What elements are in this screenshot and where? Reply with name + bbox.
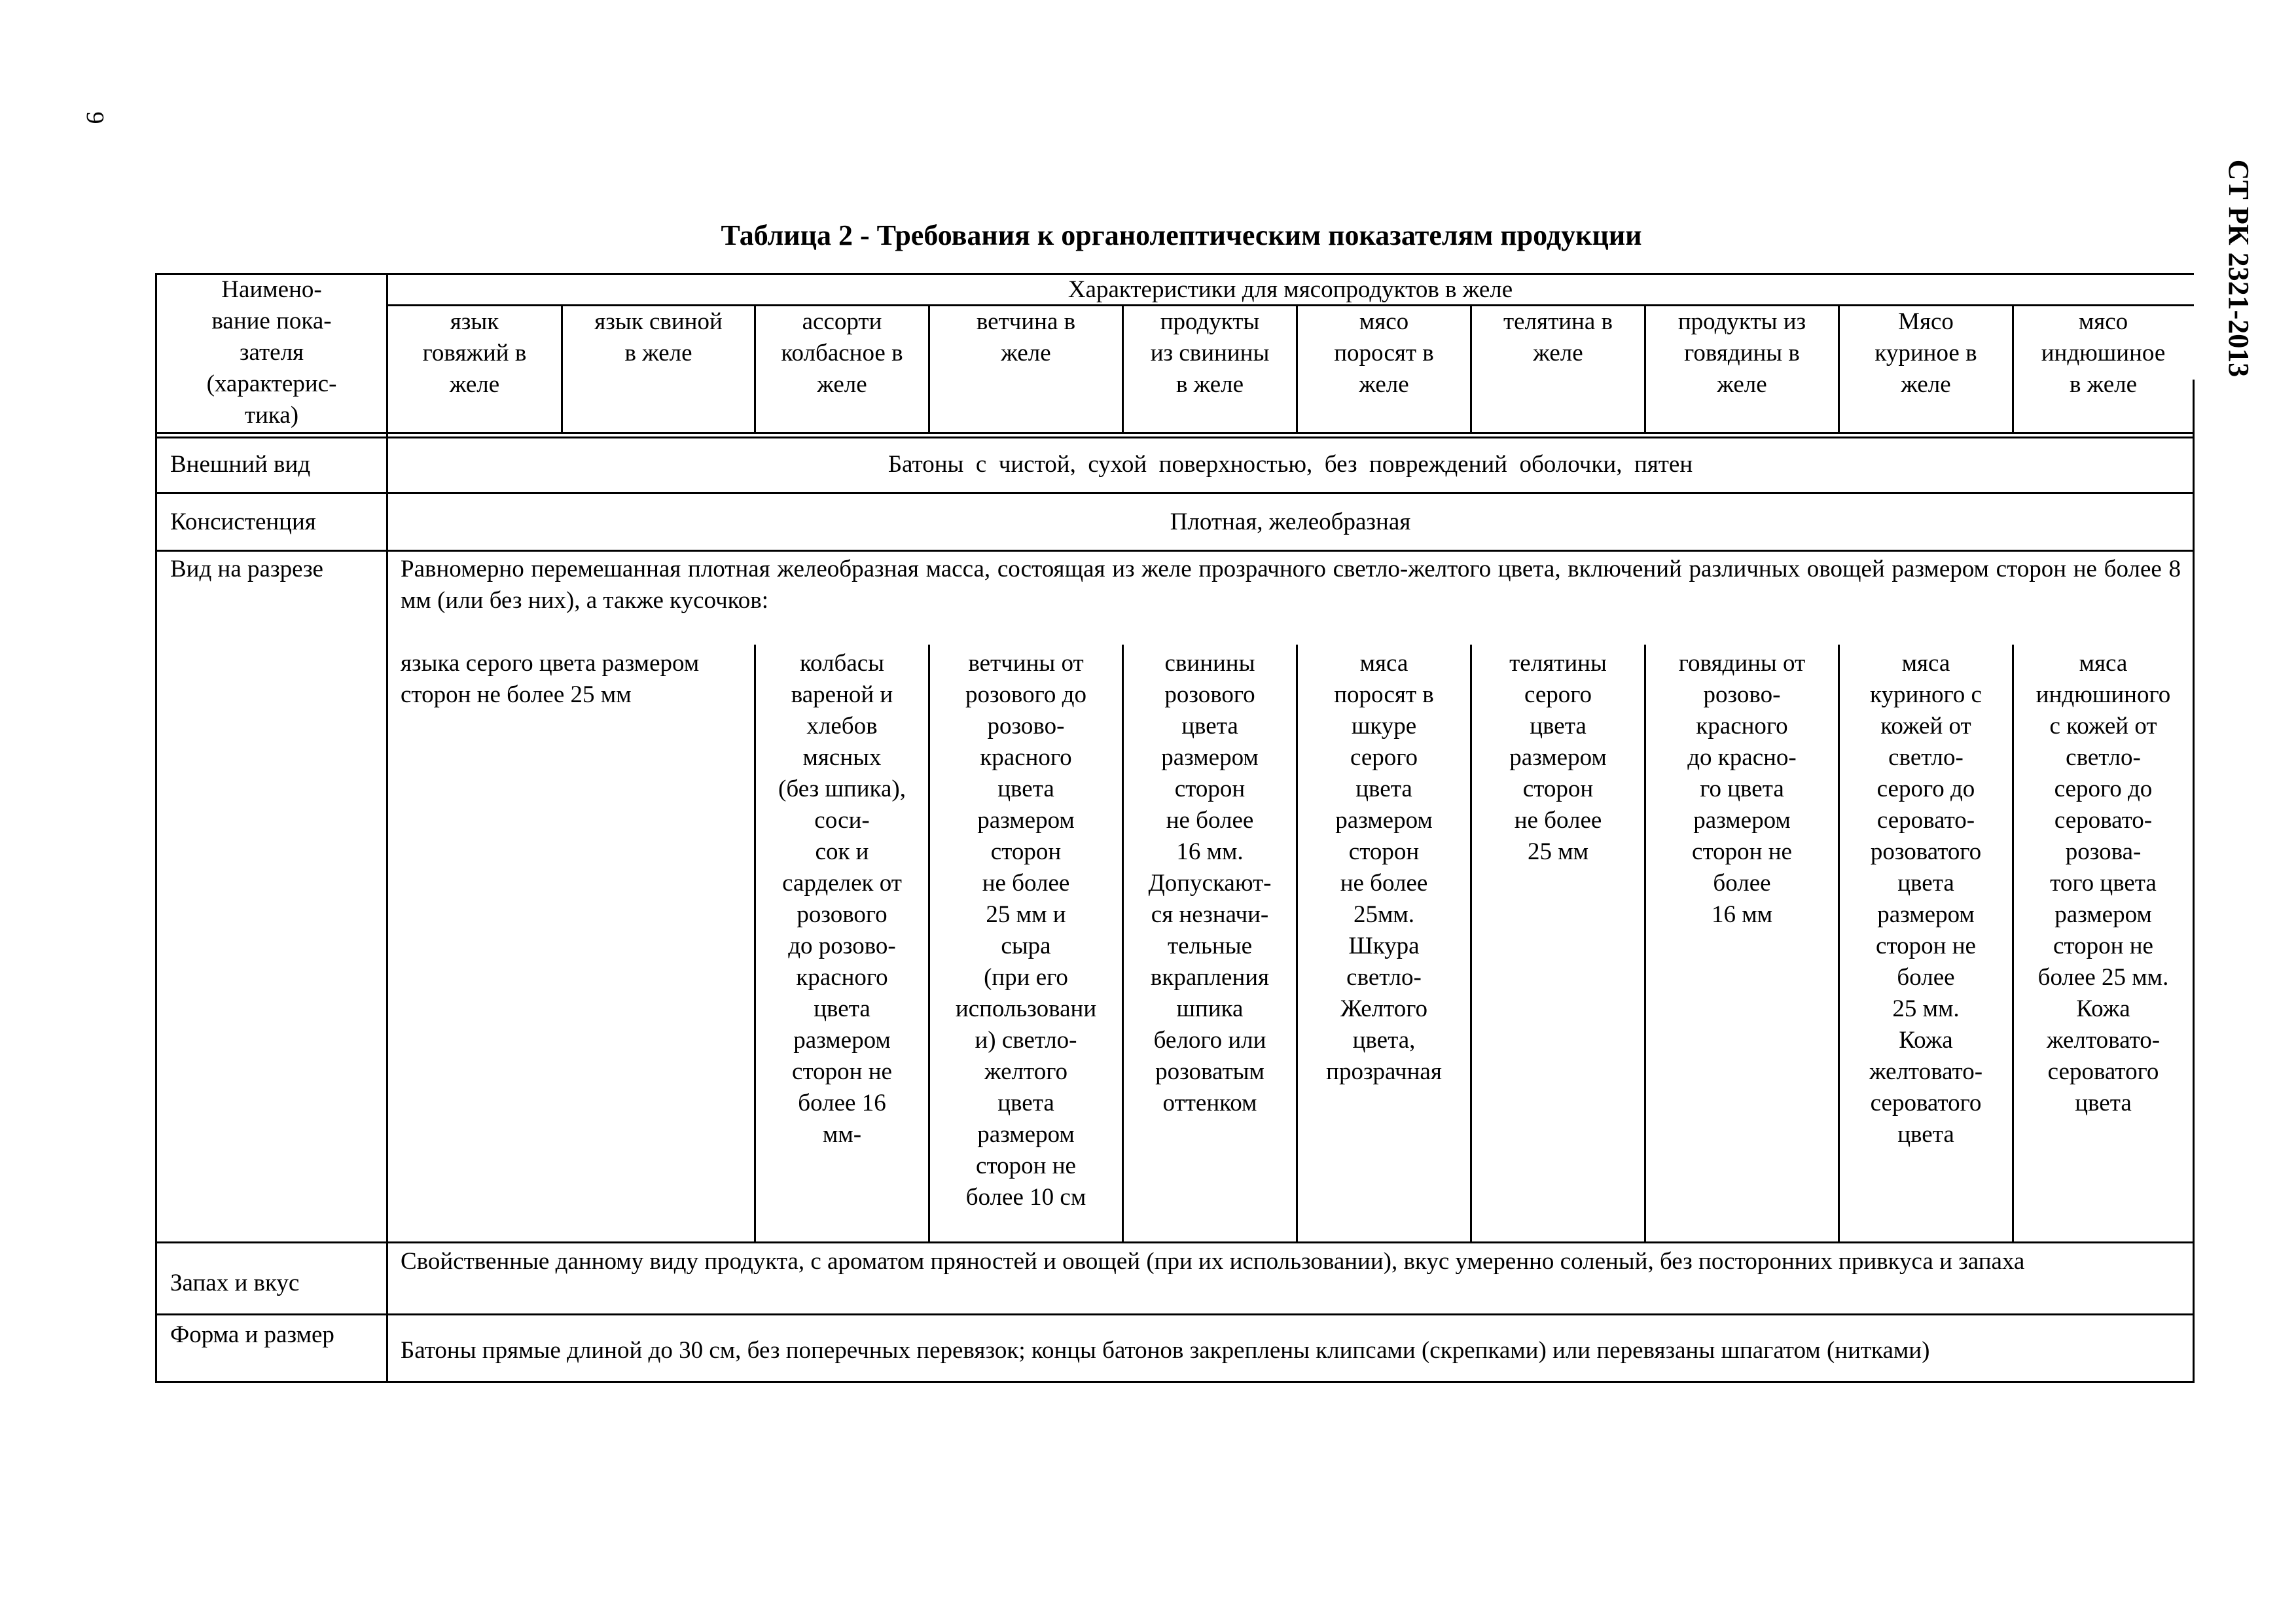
page-number: 9: [81, 111, 109, 124]
row-text-consistency: Плотная, желеобразная: [1170, 508, 1411, 535]
table-title: Таблица 2 - Требования к органолептическим показателям продукции: [721, 219, 1642, 251]
cut-view-item: ветчины от розового до розово- красного цвета размером сторон не более 25 мм и сыра (при его использовани и) светло- желтого цвета размером сторон не более 10 см: [955, 650, 1097, 1211]
grid-line: [155, 1313, 2194, 1315]
row-label-appearance: Внешний вид: [170, 451, 311, 478]
cut-view-item: говядины от розово- красного до красно- го цвета размером сторон не более 16 мм: [1678, 650, 1806, 928]
row-label-smell-taste: Запах и вкус: [170, 1270, 300, 1296]
row-label-shape-size: Форма и размер: [170, 1321, 334, 1348]
row-text-appearance: Батоны с чистой, сухой поверхностью, без повреждений оболочки, пятен: [888, 451, 1693, 478]
grid-line: [155, 1241, 2194, 1243]
header-product: мясо поросят в желе: [1334, 308, 1434, 398]
grid-line: [155, 550, 2194, 552]
grid-line: [155, 492, 2194, 494]
grid-line: [155, 437, 2194, 438]
header-product: телятина в желе: [1503, 308, 1613, 366]
row-text-shape-size: Батоны прямые длиной до 30 см, без поперечных перевязок; концы батонов закреплены клипсами (скрепками) или перевязаны шпагатом (нитками): [401, 1337, 1930, 1364]
grid-line: [155, 432, 2194, 434]
header-product: ассорти колбасное в желе: [781, 308, 903, 398]
cut-view-item: мяса индюшиного с кожей от светло- серого до серовато- розова- того цвета размером сторон не более 25 мм. Кожа желтовато- сероватого цвета: [2036, 650, 2171, 1116]
grid-line: [2193, 380, 2195, 1383]
cut-view-item: мяса поросят в шкуре серого цвета размером сторон не более 25мм. Шкура светло- Желтого цвета, прозрачная: [1326, 650, 1442, 1085]
cut-view-item: колбасы вареной и хлебов мясных (без шпика), соси- сок и сарделек от розового до розово- красного цвета размером сторон не более 16 мм-: [778, 650, 906, 1148]
grid-line: [155, 273, 157, 1383]
cut-view-item: телятины серого цвета размером сторон не более 25 мм: [1509, 650, 1607, 865]
row-label-cut-view: Вид на разрезе: [170, 556, 323, 582]
header-product: язык свиной в желе: [594, 308, 723, 366]
row-text-smell-taste: Свойственные данному виду продукта, с ароматом пряностей и овощей (при их использовании), вкус умеренно соленый, без посторонних привкуса и запаха: [401, 1248, 2025, 1275]
header-product: мясо индюшиное в желе: [2041, 308, 2166, 398]
cut-view-item: мяса куриного с кожей от светло- серого до серовато- розоватого цвета размером сторон не более 25 мм. Кожа желтовато- сероватого цвета: [1869, 650, 1983, 1148]
header-product: ветчина в желе: [976, 308, 1076, 366]
cut-view-item: языка серого цвета размером сторон не более 25 мм: [401, 650, 700, 708]
header-product: продукты из свинины в желе: [1150, 308, 1270, 398]
header-parameter: Наимено- вание пока- зателя (характерис- тика): [206, 276, 337, 429]
grid-line: [386, 273, 388, 1383]
grid-line: [155, 1381, 2194, 1383]
row-text-cut-view-intro: Равномерно перемешанная плотная желеобразная масса, состоящая из желе прозрачного светло-желтого цвета, включений различных овощей размером сторон не более 8 мм (или без них), а также кусочков:: [401, 556, 2181, 614]
cut-view-item: свинины розового цвета размером сторон не более 16 мм. Допускают- ся незначи- тельные вкрапления шпика белого или розоватым оттенком: [1148, 650, 1272, 1116]
row-label-consistency: Консистенция: [170, 508, 316, 535]
document-code: СТ РК 2321-2013: [2223, 159, 2255, 378]
header-product: язык говяжий в желе: [422, 308, 527, 398]
header-product: продукты из говядины в желе: [1677, 308, 1806, 398]
header-group: Характеристики для мясопродуктов в желе: [1067, 276, 1513, 303]
header-product: Мясо куриное в желе: [1874, 308, 1977, 398]
